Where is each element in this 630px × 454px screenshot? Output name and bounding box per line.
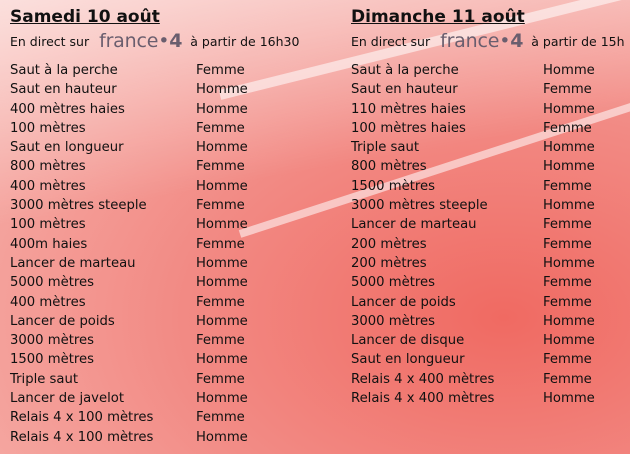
event-gender: Femme <box>196 120 245 136</box>
event-gender: Homme <box>543 198 595 214</box>
event-row <box>351 254 626 273</box>
event-gender: Femme <box>543 178 592 194</box>
saturday-title: Samedi 10 août <box>10 7 160 27</box>
event-name: Saut en longueur <box>10 140 124 156</box>
broadcast-time: à partir de 15h <box>531 33 625 49</box>
event-gender: Homme <box>196 101 248 117</box>
event-name: 400m haies <box>10 236 88 252</box>
event-row <box>351 80 626 99</box>
france4-logo: france•4 <box>440 30 524 52</box>
event-gender: Homme <box>543 313 595 329</box>
saturday-column <box>10 6 310 447</box>
event-row <box>351 119 626 138</box>
event-name: Lancer de poids <box>10 313 115 329</box>
event-gender: Homme <box>196 82 248 98</box>
event-name: 1500 mètres <box>351 178 435 194</box>
event-gender: Femme <box>196 236 245 252</box>
event-row <box>10 370 310 389</box>
event-gender: Femme <box>543 120 592 136</box>
event-gender: Homme <box>543 63 595 78</box>
event-name: Lancer de marteau <box>10 255 136 271</box>
event-row <box>10 138 310 157</box>
event-gender: Homme <box>543 333 595 349</box>
event-row <box>351 235 626 254</box>
event-name: 200 mètres <box>351 236 427 252</box>
event-gender: Homme <box>543 159 595 175</box>
event-gender: Femme <box>196 410 245 426</box>
event-name: 800 mètres <box>351 159 427 175</box>
event-row <box>10 235 310 254</box>
event-gender: Femme <box>196 63 245 78</box>
sunday-title: Dimanche 11 août <box>351 7 525 27</box>
event-name: Relais 4 x 400 mètres <box>351 371 495 387</box>
event-gender: Femme <box>543 371 592 387</box>
event-gender: Femme <box>543 82 592 98</box>
event-name: Saut en hauteur <box>10 82 117 98</box>
event-name: Saut en hauteur <box>351 82 458 98</box>
broadcast-prefix: En direct sur <box>10 33 90 49</box>
event-gender: Femme <box>196 333 245 349</box>
event-row <box>10 119 310 138</box>
event-name: 3000 mètres steeple <box>10 198 147 214</box>
event-row <box>351 273 626 292</box>
event-row <box>351 157 626 176</box>
event-name: 100 mètres <box>10 120 86 136</box>
event-name: 110 mètres haies <box>351 101 466 117</box>
event-row <box>10 350 310 369</box>
broadcast-prefix: En direct sur <box>351 33 431 49</box>
event-name: 400 mètres <box>10 178 86 194</box>
event-gender: Homme <box>196 217 248 233</box>
event-row <box>351 61 626 80</box>
event-name: Saut à la perche <box>351 63 459 78</box>
event-row <box>351 350 626 369</box>
event-gender: Femme <box>543 352 592 368</box>
event-row <box>351 138 626 157</box>
event-row <box>351 215 626 234</box>
event-name: Saut à la perche <box>10 63 118 78</box>
event-name: 3000 mètres steeple <box>351 198 488 214</box>
event-gender: Femme <box>543 236 592 252</box>
event-row <box>10 157 310 176</box>
event-name: Triple saut <box>351 140 420 156</box>
sunday-event-list <box>351 61 626 408</box>
event-row <box>10 80 310 99</box>
event-name: 1500 mètres <box>10 352 94 368</box>
event-name: Lancer de javelot <box>10 391 125 407</box>
event-name: 200 mètres <box>351 255 427 271</box>
event-row <box>10 100 310 119</box>
event-name: Lancer de disque <box>351 333 465 349</box>
event-gender: Homme <box>196 391 248 407</box>
event-row <box>10 331 310 350</box>
event-name: 5000 mètres <box>10 275 94 291</box>
event-name: 3000 mètres <box>10 333 94 349</box>
event-name: Lancer de poids <box>351 294 456 310</box>
event-gender: Femme <box>543 275 592 291</box>
event-row <box>10 389 310 408</box>
event-gender: Homme <box>196 313 248 329</box>
event-gender: Femme <box>543 217 592 233</box>
event-row <box>10 254 310 273</box>
event-name: 400 mètres <box>10 294 86 310</box>
event-row <box>351 293 626 312</box>
sunday-broadcast <box>351 29 626 53</box>
event-row <box>10 273 310 292</box>
saturday-broadcast <box>10 29 310 53</box>
event-name: Saut en longueur <box>351 352 465 368</box>
event-gender: Homme <box>196 429 248 445</box>
event-row <box>10 312 310 331</box>
event-name: 100 mètres <box>10 217 86 233</box>
event-gender: Homme <box>196 275 248 291</box>
event-name: 400 mètres haies <box>10 101 125 117</box>
event-row <box>10 177 310 196</box>
event-name: 3000 mètres <box>351 313 435 329</box>
event-row <box>10 408 310 427</box>
event-row <box>10 61 310 80</box>
saturday-event-list <box>10 61 310 447</box>
event-row <box>10 293 310 312</box>
event-row <box>10 428 310 447</box>
event-row <box>10 215 310 234</box>
event-gender: Homme <box>543 101 595 117</box>
event-row <box>351 312 626 331</box>
sunday-column <box>351 6 626 408</box>
event-name: Triple saut <box>10 371 79 387</box>
event-gender: Femme <box>196 371 245 387</box>
event-gender: Femme <box>196 159 245 175</box>
event-row <box>351 370 626 389</box>
event-name: 100 mètres haies <box>351 120 466 136</box>
event-gender: Homme <box>543 255 595 271</box>
event-gender: Homme <box>196 255 248 271</box>
event-gender: Femme <box>543 294 592 310</box>
event-row <box>351 389 626 408</box>
event-gender: Homme <box>196 140 248 156</box>
event-name: Lancer de marteau <box>351 217 477 233</box>
event-name: Relais 4 x 100 mètres <box>10 429 154 445</box>
event-name: 800 mètres <box>10 159 86 175</box>
event-name: Relais 4 x 400 mètres <box>351 391 495 407</box>
event-row <box>351 177 626 196</box>
event-row <box>351 100 626 119</box>
event-gender: Femme <box>196 198 245 214</box>
event-gender: Homme <box>196 178 248 194</box>
event-row <box>351 196 626 215</box>
france4-logo: france•4 <box>99 30 183 52</box>
event-gender: Femme <box>196 294 245 310</box>
broadcast-time: à partir de 16h30 <box>190 33 300 49</box>
event-gender: Homme <box>196 352 248 368</box>
event-gender: Homme <box>543 391 595 407</box>
event-gender: Homme <box>543 140 595 156</box>
event-row <box>10 196 310 215</box>
event-name: 5000 mètres <box>351 275 435 291</box>
event-name: Relais 4 x 100 mètres <box>10 410 154 426</box>
event-row <box>351 331 626 350</box>
